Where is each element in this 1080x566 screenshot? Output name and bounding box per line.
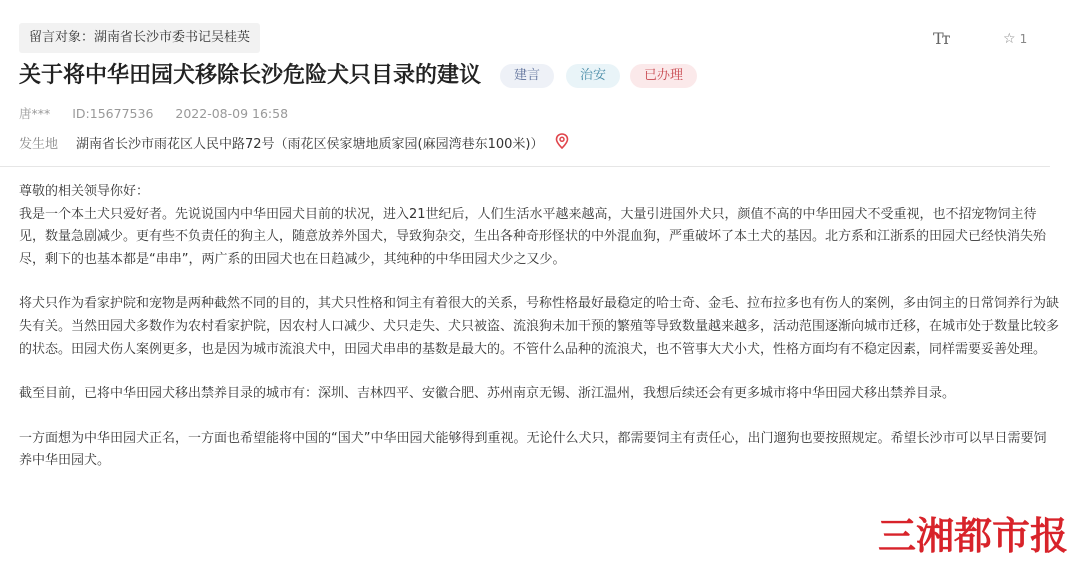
favorite-count: 1 [1019,32,1028,46]
paragraph-1: 我是一个本土犬只爱好者。先说说国内中华田园犬目前的状况，进入21世纪后，人们生活水平越来越高，大量引进国外犬只，颜值不高的中华田园犬不受重视，也不招宠物饲主待见，数量急剧减少。更有些不负责任的狗主人，随意放养外国犬，导致狗杂交，生出各种奇形怪状的中外混血狗，严重破坏了本土犬的基因。北方系和江浙系的田园犬已经快消失殆尽，剩下的也基本都是“串串”，两广系的田园犬也在日趋减少，其纯种的中华田园犬少之又少。 [19,206,1047,267]
post-datetime: 2022-08-09 16:58 [175,106,289,121]
recipient-badge: 留言对象：湖南省长沙市委书记吴桂英 [19,23,260,53]
font-size-icon[interactable]: Tт [933,29,949,48]
favorite-button[interactable] [1003,31,1027,47]
location-label: 发生地 [19,137,59,152]
author-name: 唐*** [19,106,51,121]
star-icon: ☆ [1003,31,1016,47]
status-badge: 已办理 [630,64,697,88]
watermark-logo: 三湘都市报 [878,514,1069,558]
message-content [19,181,1059,473]
post-id: ID:15677536 [72,106,154,121]
tag-type[interactable]: 建言 [500,64,554,88]
divider [0,166,1050,167]
paragraph-4: 一方面想为中华田园犬正名，一方面也希望能将中国的“国犬”中华田园犬能够得到重视。无论什么犬只，都需要饲主有责任心，出门遛狗也要按照规定。希望长沙市可以早日需要饲养中华田园犬。 [19,430,1047,469]
tag-category[interactable]: 治安 [566,64,620,88]
location-value: 湖南省长沙市雨花区人民中路72号（雨花区侯家塘地质家园(麻园湾巷东100米)） [76,137,544,152]
post-meta [19,104,306,122]
paragraph-3: 截至目前，已将中华田园犬移出禁养目录的城市有：深圳、吉林四平、安徽合肥、苏州南京无锡、浙江温州，我想后续还会有更多城市将中华田园犬移出禁养目录。 [19,386,956,402]
paragraph-2: 将犬只作为看家护院和宠物是两种截然不同的目的，其犬只性格和饲主有着很大的关系，号称性格最好最稳定的哈士奇、金毛、拉布拉多也有伤人的案例，多由饲主的日常饲养行为缺失有关。当然田园犬多数作为农村看家护院，因农村人口减少、犬只走失、犬只被盗、流浪狗未加干预的繁殖等导致数量越来越多，活动范围逐渐向城市迁移，在城市处于数量比较多的状态。田园犬伤人案例更多，也是因为城市流浪犬中，田园犬串串的基数是最大的。不管什么品种的流浪犬，也不管事大犬小犬，性格方面均有不稳定因素，同样需要妥善处理。 [19,296,1060,357]
location-pin-icon[interactable] [555,133,569,149]
greeting: 尊敬的相关领导你好： [19,184,150,199]
page-title: 关于将中华田园犬移除长沙危险犬只目录的建议 [19,62,482,88]
